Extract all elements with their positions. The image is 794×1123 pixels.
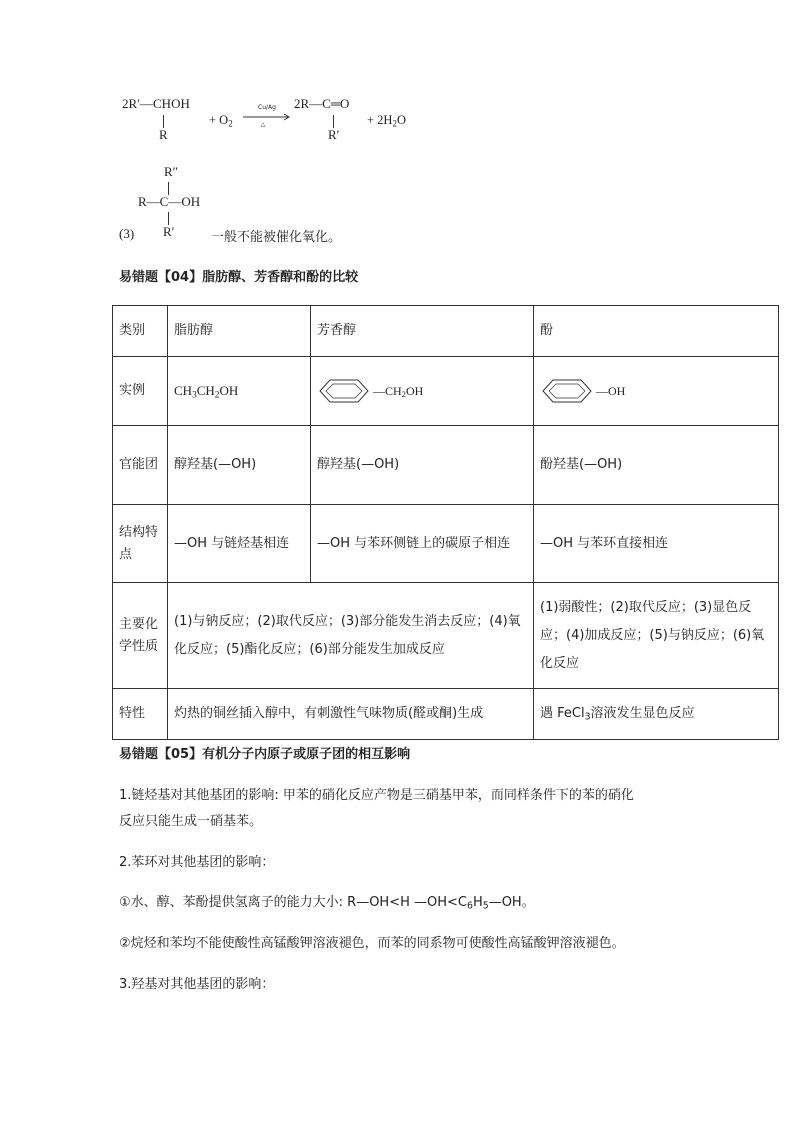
section-heading: 易错题【04】脂肪醇、芳香醇和酚的比较 <box>119 270 359 285</box>
row-label: 实例 <box>113 357 168 426</box>
product-substituent: R′ <box>328 127 340 142</box>
tertiary-note: 一般不能被催化氧化。 <box>211 230 342 245</box>
row-label: 主要化学性质 <box>113 583 168 689</box>
section-heading: 易错题【05】有机分子内原子或原子团的相互影响 <box>119 747 411 762</box>
substituent-bottom: R′ <box>163 224 175 239</box>
catalyst-label: Cu/Ag <box>258 104 276 111</box>
row-label: 结构特点 <box>113 505 168 583</box>
header-aromatic: 芳香醇 <box>311 306 534 357</box>
heat-symbol: △ <box>260 121 266 128</box>
paragraph: 2.苯环对其他基团的影响： <box>119 855 275 870</box>
table-row <box>113 505 779 583</box>
table-cell: 灼热的铜丝插入醇中，有刺激性气味物质(醛或酮)生成 <box>168 689 534 740</box>
table-cell: 酚羟基(—OH) <box>534 426 779 505</box>
comparison-table <box>112 305 779 740</box>
table-row <box>113 306 779 357</box>
row-label: 官能团 <box>113 426 168 505</box>
paragraph: 1.链烃基对其他基团的影响: 甲苯的硝化反应产物是三硝基甲苯，而同样条件下的苯的硝化 <box>119 788 634 803</box>
water-term: + $2H_2O$ <box>367 113 406 129</box>
paragraph: ②烷烃和苯均不能使酸性高锰酸钾溶液褪色，而苯的同系物可使酸性高锰酸钾溶液褪色。 <box>119 936 625 951</box>
row-label: 特性 <box>113 689 168 740</box>
paragraph: 反应只能生成一硝基苯。 <box>119 814 263 829</box>
carbon-chain: R—C—OH <box>138 194 201 209</box>
table-cell: —OH 与苯环侧链上的碳原子相连 <box>311 505 534 583</box>
header-phenol: 酚 <box>534 306 779 357</box>
product-formula: 2R—C═O <box>294 96 350 111</box>
phenol-cell <box>534 357 779 426</box>
benzene-ring-icon <box>540 376 596 406</box>
reactant-formula: 2R′—CHOH <box>122 96 190 111</box>
reaction-arrow-icon <box>243 113 291 121</box>
header-aliphatic: 脂肪醇 <box>168 306 311 357</box>
table-row <box>113 426 779 505</box>
oxygen-term: + $O_2$ <box>209 113 233 129</box>
hydroxyl-group: —OH <box>596 384 626 398</box>
table-row <box>113 357 779 426</box>
benzyl-group: $—CH_2OH$ <box>373 384 424 400</box>
header-category: 类别 <box>113 306 168 357</box>
paragraph: ①水、醇、苯酚提供氢离子的能力大小: R—OH<H $—OH<C_6H_5—OH$。 <box>119 895 535 912</box>
table-cell: (1)与钠反应；(2)取代反应；(3)部分能发生消去反应；(4)氧化反应；(5)酯化反应；(6)部分能发生加成反应 <box>168 583 534 689</box>
ethanol-formula: $CH_3CH_2OH$ <box>168 357 311 426</box>
paragraph: 3.羟基对其他基团的影响： <box>119 977 275 992</box>
table-row <box>113 689 779 740</box>
benzyl-alcohol-cell <box>311 357 534 426</box>
table-cell: 遇 FeCl$_3$溶液发生显色反应 <box>534 689 779 740</box>
table-row <box>113 583 779 689</box>
substituent-top: R″ <box>164 164 179 179</box>
item-number: (3) <box>119 226 135 241</box>
table-cell: 醇羟基(—OH) <box>168 426 311 505</box>
reactant-substituent: R <box>159 127 168 142</box>
table-cell: 醇羟基(—OH) <box>311 426 534 505</box>
table-cell: —OH 与苯环直接相连 <box>534 505 779 583</box>
benzene-ring-icon <box>317 376 373 406</box>
table-cell: —OH 与链烃基相连 <box>168 505 311 583</box>
table-cell: (1)弱酸性；(2)取代反应；(3)显色反应；(4)加成反应；(5)与钠反应；(6)氧化反应 <box>534 583 779 689</box>
